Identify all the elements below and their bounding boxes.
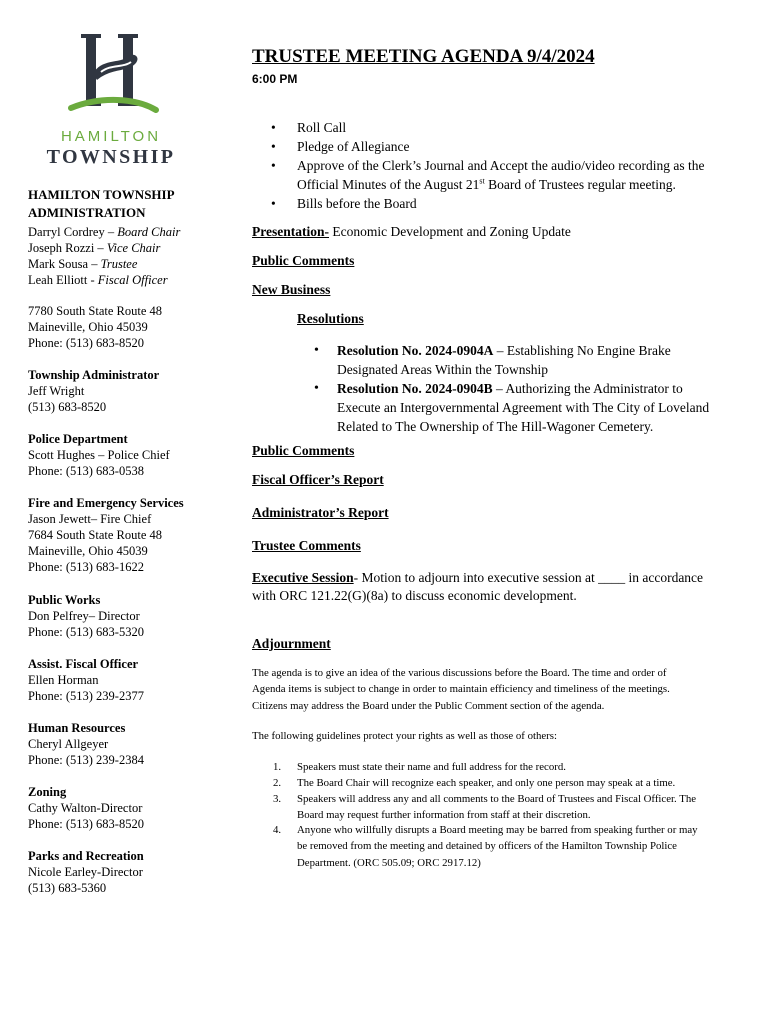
new-business-heading: New Business [252,282,331,297]
bullet-icon: • [314,343,319,358]
hamilton-township-logo [31,28,191,168]
guideline-item: 1. Speakers must state their name and full address for the record. [273,761,566,773]
bullet-icon: • [314,381,319,396]
dept-heading: Assist. Fiscal Officer [28,657,139,671]
dept-line: Phone: (513) 683-0538 [28,464,144,478]
adjournment-heading: Adjournment [252,636,331,651]
dept-heading: Fire and Emergency Services [28,496,184,510]
trustee-entry: Leah Elliott - Fiscal Officer [28,273,168,287]
dept-line: Phone: (513) 683-8520 [28,817,144,831]
dept-public-works [28,592,144,640]
dept-line: Jeff Wright [28,384,85,398]
address-phone: Phone: (513) 683-8520 [28,336,144,350]
trustee-entry: Mark Sousa – Trustee [28,257,138,271]
dept-line: Jason Jewett– Fire Chief [28,512,152,526]
notice-line: The agenda is to give an idea of the various discussions before the Board. The time and order of [252,667,667,679]
dept-line: 7684 South State Route 48 [28,528,163,542]
public-comments-heading: Public Comments [252,443,355,458]
dept-line: Nicole Earley-Director [28,865,143,879]
fiscal-officer-report-heading: Fiscal Officer’s Report [252,472,384,487]
meeting-time: 6:00 PM [252,72,298,86]
dept-line: (513) 683-8520 [28,400,107,414]
township-address [28,303,162,351]
dept-heading: Human Resources [28,721,126,735]
dept-line: Phone: (513) 239-2377 [28,689,144,703]
address-line: Maineville, Ohio 45039 [28,320,148,334]
agenda-item: • Approve of the Clerk’s Journal and Accept the audio/video recording as the Official Minutes of the August 21st Board of Trustees regular meeting. [271,158,705,192]
bullet-icon: • [271,120,276,135]
bullet-icon: • [271,196,276,211]
bullet-icon: • [271,139,276,154]
dept-line: Phone: (513) 683-1622 [28,560,144,574]
dept-human-resources [28,720,144,768]
executive-session: Executive Session- Motion to adjourn into executive session at ____ in accordance with ORC 121.22(G)(8a) to discuss economic development. [252,570,704,603]
dept-line: Scott Hughes – Police Chief [28,448,170,462]
agenda-item: • Bills before the Board [271,196,417,211]
dept-zoning [28,784,144,832]
address-line: 7780 South State Route 48 [28,304,163,318]
logo-h-icon [31,28,191,128]
trustee-entry: Darryl Cordrey – Board Chair [28,225,181,239]
administrator-report-heading: Administrator’s Report [252,505,389,520]
logo-text-township: TOWNSHIP [46,146,176,168]
dept-line: (513) 683-5360 [28,881,107,895]
resolutions-heading: Resolutions [297,311,364,326]
dept-line: Cheryl Allgeyer [28,737,109,751]
resolution-item: • Resolution No. 2024-0904B – Authorizing the Administrator to Execute an Intergovernmental Agreement with The City of Loveland Related to The Ownership of The Hill-Wagoner Cemetery. [314,381,710,434]
logo-text-hamilton: HAMILTON [60,128,162,145]
notice-line: Citizens may address the Board under the Public Comment section of the agenda. [252,699,605,712]
dept-line: Maineville, Ohio 45039 [28,544,148,558]
dept-line: Cathy Walton-Director [28,801,143,815]
dept-heading: Parks and Recreation [28,849,144,863]
agenda-item: • Roll Call [271,120,347,135]
dept-line: Phone: (513) 239-2384 [28,753,144,767]
dept-parks-recreation [28,848,144,896]
guideline-item: 2. The Board Chair will recognize each speaker, and only one person may speak at a time. [273,777,676,789]
guideline-item: 3. Speakers will address any and all comments to the Board of Trustees and Fiscal Officer. The Board may request further information from staff at their discretion. [273,793,697,822]
agenda-title: TRUSTEE MEETING AGENDA 9/4/2024 [252,46,595,67]
dept-heading: Police Department [28,432,128,446]
guidelines-intro: The following guidelines protect your rights as well as those of others: [252,730,557,742]
dept-heading: Zoning [28,785,67,799]
presentation-section: Presentation- Economic Development and Zoning Update [252,224,571,239]
administration-title [28,186,175,222]
notice-line: Agenda items is subject to change in order to maintain efficiency and timeliness of the meetings. [252,683,670,696]
admin-title-line1: HAMILTON TOWNSHIP [28,187,175,202]
dept-line: Phone: (513) 683-5320 [28,625,144,639]
trustee-entry: Joseph Rozzi – Vice Chair [28,241,161,255]
dept-heading: Township Administrator [28,368,160,382]
dept-police [28,431,170,479]
trustee-list [28,224,180,288]
agenda-item: • Pledge of Allegiance [271,139,410,154]
trustee-comments-heading: Trustee Comments [252,538,361,553]
dept-township-administrator [28,367,159,415]
dept-line: Don Pelfrey– Director [28,609,140,623]
public-comments-heading: Public Comments [252,253,355,268]
agenda-notice [252,665,702,714]
dept-fire-ems [28,495,184,575]
dept-assist-fiscal [28,656,144,704]
bullet-icon: • [271,158,276,173]
dept-line: Ellen Horman [28,673,99,687]
sidebar [28,28,228,168]
dept-heading: Public Works [28,593,101,607]
guideline-item: 4. Anyone who willfully disrupts a Board meeting may be barred from speaking further or may be removed from the meeting and detained by officers of the Hamilton Township Police Department. (ORC 505.09; ORC 2917.12) [273,824,698,869]
admin-title-line2: ADMINISTRATION [28,205,146,220]
resolution-item: • Resolution No. 2024-0904A – Establishing No Engine Brake Designated Areas Within the Township [314,343,671,377]
